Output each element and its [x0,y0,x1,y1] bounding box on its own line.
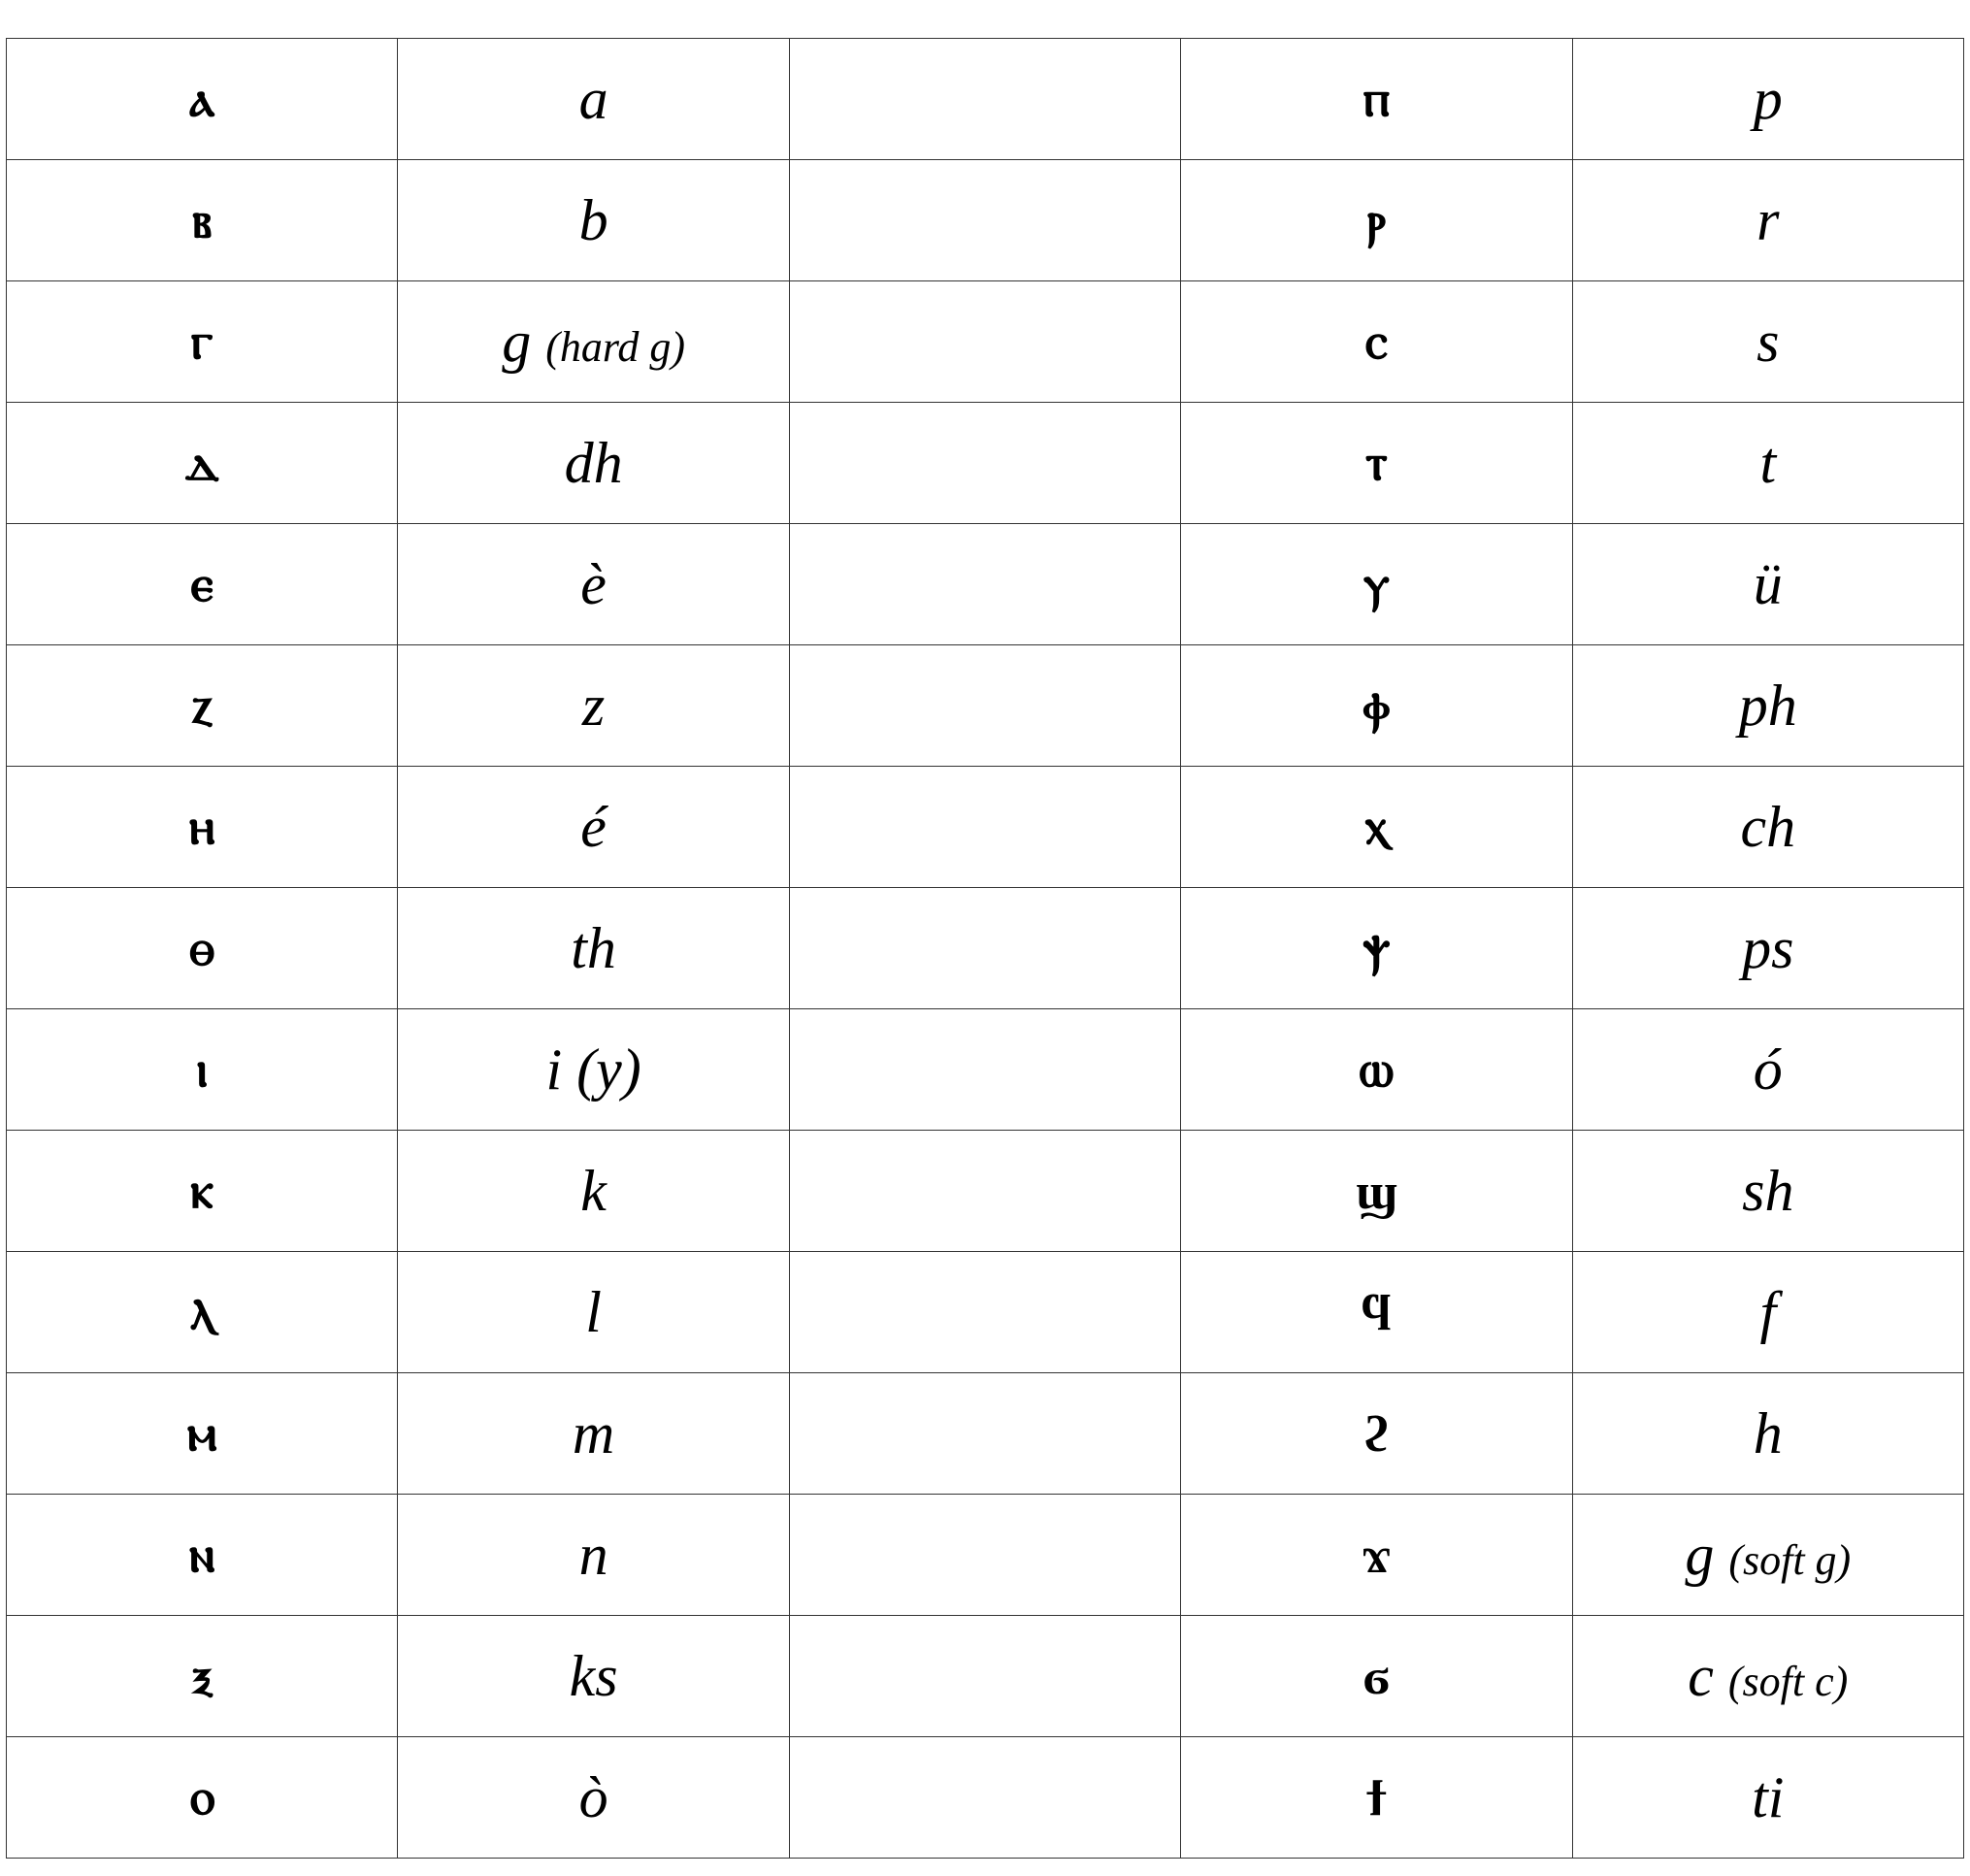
transliteration-cell [398,1373,789,1495]
coptic-letter-cell: ϫ [1181,1495,1572,1616]
empty-cell [789,767,1180,888]
transliteration-text: k [580,1158,607,1223]
coptic-letter-cell: ⲣ [1181,160,1572,281]
table-row [7,645,1964,767]
table-row [7,1009,1964,1131]
empty-cell [789,1616,1180,1737]
empty-cell [789,1373,1180,1495]
transliteration-text: ti [1752,1764,1785,1829]
transliteration-text: p [1753,66,1783,131]
transliteration-cell [398,767,789,888]
table-row [7,160,1964,281]
coptic-letter-cell: ⲩ [1181,524,1572,645]
transliteration-cell [1572,281,1963,403]
table-row [7,524,1964,645]
transliteration-text: è [580,551,607,616]
empty-cell [789,1131,1180,1252]
transliteration-note: (soft g) [1728,1535,1852,1584]
coptic-letter-cell: ⲃ [7,160,398,281]
transliteration-cell [398,39,789,160]
coptic-letter-cell: ⲓ [7,1009,398,1131]
coptic-letter-cell: ⲝ [7,1616,398,1737]
empty-cell [789,1495,1180,1616]
table-row [7,281,1964,403]
transliteration-cell [1572,403,1963,524]
transliteration-cell [398,281,789,403]
transliteration-cell [1572,1373,1963,1495]
coptic-letter-cell: ⲥ [1181,281,1572,403]
coptic-letter-cell: ⲅ [7,281,398,403]
transliteration-cell [1572,767,1963,888]
transliteration-text: z [581,673,606,738]
transliteration-cell [1572,888,1963,1009]
table-row [7,39,1964,160]
table-row [7,767,1964,888]
transliteration-cell [1572,160,1963,281]
table-row [7,1131,1964,1252]
transliteration-text: dh [564,430,623,495]
table-row [7,1252,1964,1373]
coptic-letter-cell: ⲇ [7,403,398,524]
transliteration-cell [398,403,789,524]
transliteration-cell [398,1616,789,1737]
coptic-letter-cell: ⲙ [7,1373,398,1495]
alphabet-table [6,38,1964,1859]
transliteration-text: h [1753,1400,1783,1465]
transliteration-text: ks [569,1643,618,1708]
coptic-letter-cell: ⲫ [1181,645,1572,767]
transliteration-text: ph [1738,673,1797,738]
transliteration-note: (hard g) [545,322,685,371]
coptic-letter-cell: ⲡ [1181,39,1572,160]
transliteration-text: b [578,187,608,252]
table-row [7,1373,1964,1495]
empty-cell [789,1009,1180,1131]
coptic-letter-cell: ⲏ [7,767,398,888]
transliteration-text: c [1688,1643,1714,1708]
transliteration-text: m [572,1400,615,1465]
transliteration-text: é [580,794,607,859]
transliteration-text: s [1757,309,1780,374]
coptic-letter-cell: ⲱ [1181,1009,1572,1131]
empty-cell [789,281,1180,403]
transliteration-cell [398,1009,789,1131]
coptic-letter-cell: ⲛ [7,1495,398,1616]
empty-cell [789,403,1180,524]
coptic-letter-cell: ⲑ [7,888,398,1009]
transliteration-cell [398,1131,789,1252]
transliteration-cell [1572,1252,1963,1373]
transliteration-text: th [571,915,616,980]
transliteration-text: l [585,1279,602,1344]
transliteration-text: g [502,309,532,374]
coptic-letter-cell: ⲯ [1181,888,1572,1009]
transliteration-cell [398,888,789,1009]
transliteration-text: i (y) [545,1037,641,1102]
coptic-letter-cell: ⲟ [7,1737,398,1859]
coptic-letter-cell: ⲉ [7,524,398,645]
empty-cell [789,1252,1180,1373]
empty-cell [789,645,1180,767]
transliteration-cell [1572,1495,1963,1616]
transliteration-cell [398,1495,789,1616]
empty-cell [789,1737,1180,1859]
coptic-letter-cell: ϯ [1181,1737,1572,1859]
table-row [7,1737,1964,1859]
transliteration-text: t [1759,430,1777,495]
coptic-letter-cell: ⲗ [7,1252,398,1373]
transliteration-cell [398,1252,789,1373]
empty-cell [789,160,1180,281]
transliteration-cell [398,160,789,281]
transliteration-cell [1572,1131,1963,1252]
transliteration-text: g [1685,1522,1715,1587]
table-row [7,403,1964,524]
transliteration-cell [1572,524,1963,645]
table-row [7,1616,1964,1737]
alphabet-table-body [7,39,1964,1859]
transliteration-cell [1572,645,1963,767]
transliteration-cell [1572,1737,1963,1859]
transliteration-note: (soft c) [1727,1657,1849,1705]
table-row [7,888,1964,1009]
coptic-letter-cell: ϣ [1181,1131,1572,1252]
transliteration-text: ps [1742,915,1794,980]
empty-cell [789,524,1180,645]
transliteration-cell [398,524,789,645]
transliteration-text: r [1757,187,1780,252]
coptic-letter-cell: ⲍ [7,645,398,767]
transliteration-text: ü [1753,551,1783,616]
coptic-letter-cell: ϥ [1181,1252,1572,1373]
coptic-letter-cell: ⲭ [1181,767,1572,888]
transliteration-text: a [578,66,608,131]
transliteration-text: n [578,1522,608,1587]
transliteration-text: ch [1740,794,1796,859]
transliteration-cell [1572,1009,1963,1131]
empty-cell [789,888,1180,1009]
coptic-letter-cell: ⲁ [7,39,398,160]
table-row [7,1495,1964,1616]
coptic-letter-cell: ϩ [1181,1373,1572,1495]
coptic-letter-cell: ⲕ [7,1131,398,1252]
transliteration-cell [1572,1616,1963,1737]
transliteration-cell [398,645,789,767]
coptic-letter-cell: ϭ [1181,1616,1572,1737]
transliteration-text: sh [1742,1158,1794,1223]
transliteration-text: f [1759,1279,1777,1344]
transliteration-cell [398,1737,789,1859]
coptic-letter-cell: ⲧ [1181,403,1572,524]
transliteration-text: ò [578,1764,608,1829]
transliteration-text: ó [1753,1037,1783,1102]
empty-cell [789,39,1180,160]
transliteration-cell [1572,39,1963,160]
